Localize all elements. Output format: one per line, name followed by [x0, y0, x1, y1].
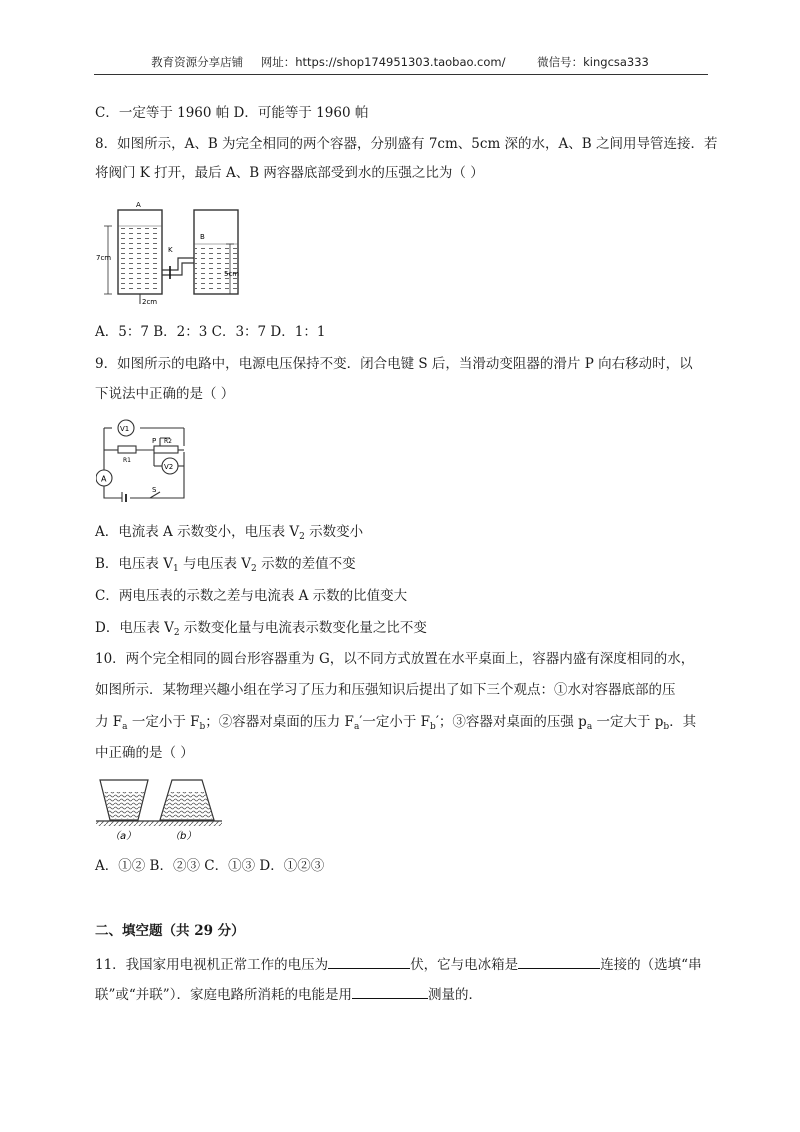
q10-line3: 力 $F_a$ 一定小于 $F_b$；②容器对桌面的压力 $F_a'$一定小于 $F_b'$；③容器对桌面的压强 $p_a$ 一定大于 $p_b$．其 — [95, 714, 697, 732]
fig8-label-a: A — [136, 201, 141, 209]
q9-line2: 下说法中正确的是（ ） — [95, 386, 235, 402]
fig9-ammeter-label: A — [101, 474, 107, 484]
header-wechat: 微信号：kingcsa333 — [537, 55, 649, 69]
q9-line1: 9．如图所示的电路中，电源电压保持不变．闭合电键 S 后，当滑动变阻器的滑片 P 向右移动时，以 — [95, 356, 693, 372]
q7-options: C．一定等于 1960 帕 D．可能等于 1960 帕 — [95, 105, 369, 121]
q8-line2: 将阀门 K 打开，最后 A、B 两容器底部受到水的压强之比为（ ） — [95, 165, 484, 181]
q11-blank-voltage[interactable] — [328, 955, 410, 969]
header-url: 网址：https://shop174951303.taobao.com/ — [260, 55, 506, 69]
fig9-p-label: P — [152, 437, 157, 445]
fig10-caption-a: （a） — [110, 831, 137, 842]
fig9-r2-label: R2 — [164, 438, 172, 445]
q11-line1: 11．我国家用电视机正常工作的电压为 伏，它与电冰箱是 连接的（选填“串 — [95, 957, 702, 973]
fig9-s-label: S — [152, 486, 157, 494]
fig9-r1-label: R1 — [123, 457, 131, 464]
header-divider — [94, 74, 708, 75]
section-heading-fill-in: 二、填空题（共 29 分） — [95, 923, 245, 939]
q8-options: A．5：7 B．2：3 C．3：7 D．1：1 — [95, 324, 326, 340]
fig9-v2-label: V2 — [164, 463, 174, 471]
fig8-label-5cm: 5cm — [224, 270, 240, 278]
q11-line2: 联”或“并联”）．家庭电路所消耗的电能是用 测量的． — [95, 987, 482, 1003]
figure-q8-containers — [96, 196, 246, 312]
fig10-caption-b: （b） — [170, 831, 197, 842]
figure-q9-circuit — [96, 414, 196, 502]
q10-line2: 如图所示．某物理兴趣小组在学习了压力和压强知识后提出了如下三个观点：①水对容器底部的压 — [95, 682, 676, 698]
q9-option-c: C．两电压表的示数之差与电流表 A 示数的比值变大 — [95, 588, 408, 604]
fig8-label-k: K — [168, 246, 173, 254]
q9-option-b: B．电压表 $V_1$ 与电压表 $V_2$ 示数的差值不变 — [95, 556, 356, 574]
q10-line1: 10．两个完全相同的圆台形容器重为 G，以不同方式放置在水平桌面上，容器内盛有深度相同的水， — [95, 651, 695, 667]
fig8-label-b: B — [200, 233, 205, 241]
q9-option-a: A．电流表 A 示数变小，电压表 $V_2$ 示数变小 — [95, 524, 364, 542]
q9-option-d: D．电压表 $V_2$ 示数变化量与电流表示数变化量之比不变 — [95, 620, 427, 638]
q11-blank-connection[interactable] — [518, 955, 600, 969]
figure-q10-frustums — [96, 774, 222, 844]
q10-options: A．①② B．②③ C．①③ D．①②③ — [95, 858, 325, 874]
page-header — [0, 54, 800, 70]
fig8-label-7cm: 7cm — [96, 254, 112, 262]
q11-blank-meter[interactable] — [352, 985, 428, 999]
q10-line4: 中正确的是（ ） — [95, 745, 194, 761]
header-shop: 教育资源分享店铺 — [151, 55, 244, 69]
q8-line1: 8．如图所示，A、B 为完全相同的两个容器，分别盛有 7cm、5cm 深的水，A、B 之间用导管连接．若 — [95, 136, 718, 152]
fig8-label-2cm: 2cm — [142, 298, 158, 306]
fig9-v1-label: V1 — [120, 425, 130, 433]
